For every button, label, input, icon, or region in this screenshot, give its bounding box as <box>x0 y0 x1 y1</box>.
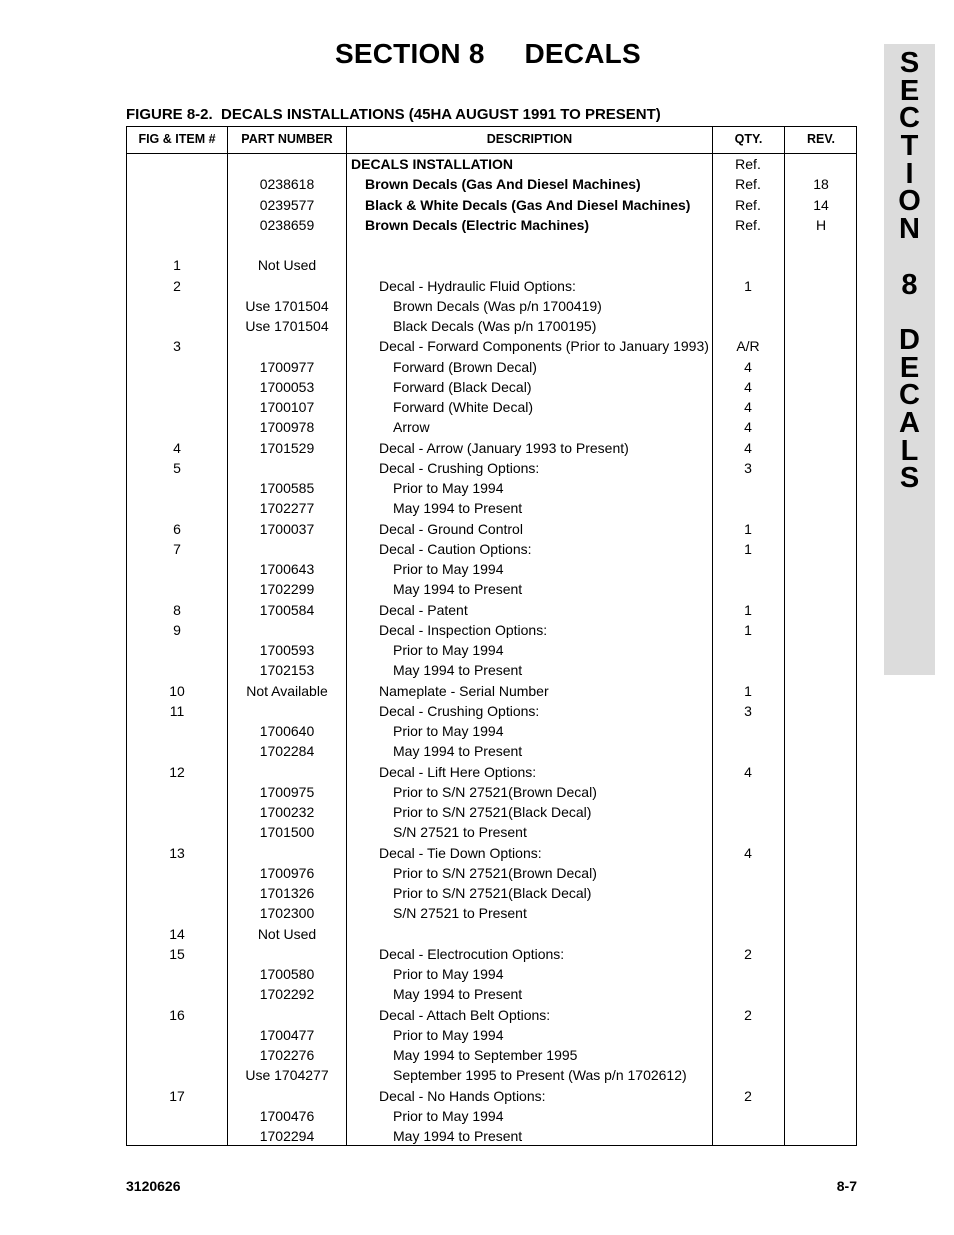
side-tab <box>884 44 935 675</box>
cell-qty: 4 <box>744 419 752 436</box>
cell-description: Forward (Black Decal) <box>393 378 532 395</box>
cell-description: S/N 27521 to Present <box>393 905 527 922</box>
table-row <box>127 620 856 640</box>
cell-fig-item: 11 <box>169 702 185 719</box>
table-row <box>127 255 856 275</box>
table-row <box>127 944 856 964</box>
table-row <box>127 802 856 822</box>
table-row <box>127 276 856 296</box>
cell-qty: 4 <box>744 763 752 780</box>
table-row <box>127 579 856 599</box>
cell-description: Prior to S/N 27521(Black Decal) <box>393 804 592 820</box>
table-row <box>127 1005 856 1025</box>
side-tab-letter: E <box>899 351 920 384</box>
cell-fig-item: 8 <box>173 601 181 618</box>
cell-qty: 4 <box>744 439 752 456</box>
cell-part-number: 1702299 <box>259 581 315 598</box>
cell-qty: Ref. <box>735 176 761 193</box>
table-row <box>127 640 856 660</box>
cell-description: Decal - Arrow (January 1993 to Present) <box>379 439 629 456</box>
table-row <box>127 539 856 559</box>
cell-description: Prior to S/N 27521(Black Decal) <box>393 885 592 901</box>
table-row <box>127 721 856 741</box>
side-tab-letter: S <box>899 462 920 495</box>
side-tab-letter: O <box>898 185 921 218</box>
table-row <box>127 903 856 923</box>
table-row <box>127 782 856 802</box>
cell-part-number: 1700976 <box>259 864 315 881</box>
cell-description: Forward (White Decal) <box>393 399 534 415</box>
side-tab-letter: T <box>900 130 919 163</box>
cell-part-number: 1702300 <box>259 905 315 922</box>
cell-part-number: 1700580 <box>259 966 315 982</box>
cell-qty: 1 <box>744 682 752 699</box>
table-row <box>127 1106 856 1126</box>
table-row <box>127 924 856 944</box>
cell-part-number: 1700584 <box>259 601 315 618</box>
side-tab-letter: A <box>899 406 920 439</box>
side-tab-letter: 8 <box>901 268 918 301</box>
side-tab-letter: I <box>905 157 914 190</box>
cell-description: Decal - Crushing Options: <box>379 459 540 476</box>
cell-fig-item: 3 <box>173 338 181 355</box>
table-row <box>127 438 856 458</box>
table-row <box>127 417 856 437</box>
cell-qty: 4 <box>744 378 752 395</box>
cell-fig-item: 4 <box>173 439 181 456</box>
table-row <box>127 478 856 498</box>
cell-part-number: Not Used <box>257 257 317 274</box>
side-tab-letter: E <box>899 74 920 107</box>
table-row <box>127 357 856 377</box>
side-tab-letter: C <box>899 102 920 135</box>
cell-description: Forward (Brown Decal) <box>393 358 537 375</box>
cell-fig-item: 2 <box>173 277 181 294</box>
table-row <box>127 1025 856 1045</box>
table-row <box>127 377 856 397</box>
cell-description: May 1994 to Present <box>393 743 523 760</box>
side-tab-letter: S <box>899 47 920 79</box>
cell-description: Brown Decals (Gas And Diesel Machines) <box>365 176 641 193</box>
cell-fig-item: 7 <box>173 540 181 557</box>
table-row <box>127 519 856 539</box>
cell-fig-item: 12 <box>169 763 185 780</box>
cell-description: Prior to May 1994 <box>393 1026 504 1043</box>
cell-part-number: 1702277 <box>259 500 315 517</box>
table-row <box>127 195 856 215</box>
cell-description: S/N 27521 to Present <box>393 824 527 841</box>
cell-part-number: 1700037 <box>259 520 315 537</box>
side-tab-letter: D <box>899 323 920 356</box>
cell-fig-item: 1 <box>173 257 181 274</box>
cell-description: Decal - Forward Components (Prior to January 1993) <box>379 338 709 355</box>
cell-description: Decal - Crushing Options: <box>379 702 540 719</box>
cell-part-number: 1702292 <box>259 986 315 1003</box>
table-row <box>127 559 856 579</box>
cell-fig-item: 10 <box>169 682 185 699</box>
table-row <box>127 660 856 680</box>
table-row <box>127 397 856 417</box>
table-row <box>127 883 856 903</box>
cell-description: Nameplate - Serial Number <box>379 682 549 699</box>
table-row <box>127 235 856 255</box>
cell-part-number: 1700477 <box>259 1026 315 1043</box>
cell-qty: 4 <box>744 399 752 415</box>
figure-title: FIGURE 8-2. DECALS INSTALLATIONS (45HA AUGUST 1991 TO PRESENT) <box>126 106 661 123</box>
cell-rev: 14 <box>813 196 829 213</box>
cell-description: May 1994 to Present <box>393 500 523 517</box>
footer-document-number: 3120626 <box>126 1178 181 1194</box>
cell-description: Prior to May 1994 <box>393 966 504 982</box>
header-rev: REV. <box>806 132 836 146</box>
section-title: SECTION 8 DECALS <box>335 38 641 69</box>
cell-part-number: 0239577 <box>259 196 315 213</box>
cell-description: Prior to May 1994 <box>393 1107 504 1124</box>
cell-description: Black Decals (Was p/n 1700195) <box>393 318 597 334</box>
cell-description: Decal - No Hands Options: <box>379 1087 546 1104</box>
table-row <box>127 863 856 883</box>
table-row <box>127 296 856 316</box>
table-row <box>127 843 856 863</box>
cell-description: Decal - Tie Down Options: <box>379 844 542 861</box>
footer-page-number: 8-7 <box>836 1178 857 1194</box>
cell-description: Prior to May 1994 <box>393 480 504 496</box>
cell-qty: 2 <box>744 1087 752 1104</box>
table-row <box>127 701 856 721</box>
table-row <box>127 498 856 518</box>
table-body <box>127 154 856 1146</box>
header-description: DESCRIPTION <box>486 132 573 146</box>
cell-part-number: 1700107 <box>259 399 315 415</box>
cell-fig-item: 14 <box>169 925 185 942</box>
table-row <box>127 174 856 194</box>
cell-qty: A/R <box>736 338 760 355</box>
cell-qty: 4 <box>744 358 752 375</box>
cell-description: Decal - Attach Belt Options: <box>379 1006 551 1023</box>
parts-table <box>126 126 857 1146</box>
table-row <box>127 822 856 842</box>
cell-fig-item: 16 <box>169 1006 185 1023</box>
cell-qty: 1 <box>744 277 752 294</box>
cell-description: Decal - Patent <box>379 601 468 618</box>
cell-description: Decal - Inspection Options: <box>379 621 548 638</box>
cell-description: Arrow <box>393 419 430 436</box>
cell-part-number: 1701500 <box>259 824 315 841</box>
cell-part-number: 1702153 <box>259 662 315 679</box>
cell-part-number: 1700053 <box>259 378 315 395</box>
table-row <box>127 215 856 235</box>
cell-part-number: 1700640 <box>259 723 315 739</box>
cell-description: Black & White Decals (Gas And Diesel Machines) <box>365 196 691 213</box>
cell-part-number: Not Available <box>246 682 328 699</box>
cell-part-number: 1700643 <box>259 561 315 577</box>
cell-description: Prior to S/N 27521(Brown Decal) <box>393 783 597 800</box>
side-tab-letter: C <box>899 379 920 412</box>
table-row <box>127 154 856 174</box>
cell-part-number: 1700232 <box>259 804 315 820</box>
cell-description: May 1994 to Present <box>393 581 523 598</box>
side-tab-letter: L <box>900 434 919 467</box>
cell-qty: Ref. <box>735 156 761 172</box>
header-part-number: PART NUMBER <box>241 132 333 146</box>
table-row <box>127 1126 856 1146</box>
cell-description: Prior to May 1994 <box>393 642 504 658</box>
cell-part-number: 1700978 <box>259 419 315 436</box>
cell-fig-item: 13 <box>169 844 185 861</box>
cell-part-number: 1700977 <box>259 358 315 375</box>
cell-fig-item: 6 <box>173 520 181 537</box>
cell-description: Brown Decals (Was p/n 1700419) <box>393 297 602 314</box>
cell-part-number: 0238618 <box>259 176 315 193</box>
cell-description: Decal - Electrocution Options: <box>379 945 565 962</box>
cell-part-number: Use 1701504 <box>245 318 329 334</box>
cell-fig-item: 9 <box>173 621 181 638</box>
cell-part-number: 1701326 <box>259 885 315 901</box>
cell-qty: 2 <box>744 945 752 962</box>
table-row <box>127 984 856 1004</box>
header-fig-item: FIG & ITEM # <box>138 132 216 146</box>
table-row <box>127 681 856 701</box>
cell-description: Prior to May 1994 <box>393 723 504 739</box>
cell-part-number: 1701529 <box>259 439 315 456</box>
cell-qty: Ref. <box>735 196 761 213</box>
table-row <box>127 741 856 761</box>
cell-part-number: Not Used <box>257 925 317 942</box>
cell-rev: 18 <box>813 176 829 193</box>
cell-part-number: 0238659 <box>259 216 315 233</box>
side-tab-letter: N <box>899 213 920 246</box>
cell-description: May 1994 to Present <box>393 662 523 679</box>
cell-qty: 1 <box>744 621 752 638</box>
cell-description: September 1995 to Present (Was p/n 1702612) <box>393 1067 687 1084</box>
table-row <box>127 762 856 782</box>
cell-part-number: 1700585 <box>259 480 315 496</box>
cell-part-number: 1702294 <box>259 1128 315 1144</box>
cell-description: Brown Decals (Electric Machines) <box>365 216 590 233</box>
cell-description: Prior to May 1994 <box>393 561 504 577</box>
cell-qty: 4 <box>744 844 752 861</box>
header-qty: QTY. <box>734 132 763 146</box>
cell-fig-item: 15 <box>169 945 185 962</box>
cell-fig-item: 17 <box>169 1087 185 1104</box>
cell-qty: 1 <box>744 601 752 618</box>
cell-description: May 1994 to September 1995 <box>393 1047 578 1063</box>
cell-description: May 1994 to Present <box>393 1128 523 1144</box>
table-row <box>127 600 856 620</box>
side-tab-letters <box>884 47 935 495</box>
cell-qty: 3 <box>744 702 752 719</box>
cell-description: May 1994 to Present <box>393 986 523 1003</box>
table-row <box>127 1086 856 1106</box>
cell-part-number: 1702284 <box>259 743 315 760</box>
table-row <box>127 1045 856 1065</box>
cell-fig-item: 5 <box>173 459 181 476</box>
cell-qty: 2 <box>744 1006 752 1023</box>
cell-part-number: Use 1701504 <box>245 297 329 314</box>
cell-description: DECALS INSTALLATION <box>351 156 514 172</box>
cell-part-number: 1700593 <box>259 642 315 658</box>
cell-part-number: 1700476 <box>259 1107 315 1124</box>
cell-qty: 3 <box>744 459 752 476</box>
cell-description: Decal - Hydraulic Fluid Options: <box>379 277 576 294</box>
table-row <box>127 458 856 478</box>
cell-qty: 1 <box>744 540 752 557</box>
cell-part-number: 1702276 <box>259 1047 315 1063</box>
cell-qty: Ref. <box>735 216 761 233</box>
cell-description: Decal - Lift Here Options: <box>379 763 537 780</box>
cell-description: Decal - Caution Options: <box>379 540 532 557</box>
cell-part-number: 1700975 <box>259 783 315 800</box>
cell-description: Prior to S/N 27521(Brown Decal) <box>393 864 597 881</box>
table-row <box>127 316 856 336</box>
table-row <box>127 1065 856 1085</box>
table-row <box>127 964 856 984</box>
cell-qty: 1 <box>744 520 752 537</box>
table-row <box>127 336 856 356</box>
cell-part-number: Use 1704277 <box>245 1067 329 1084</box>
cell-rev: H <box>815 216 827 233</box>
cell-description: Decal - Ground Control <box>379 520 523 537</box>
